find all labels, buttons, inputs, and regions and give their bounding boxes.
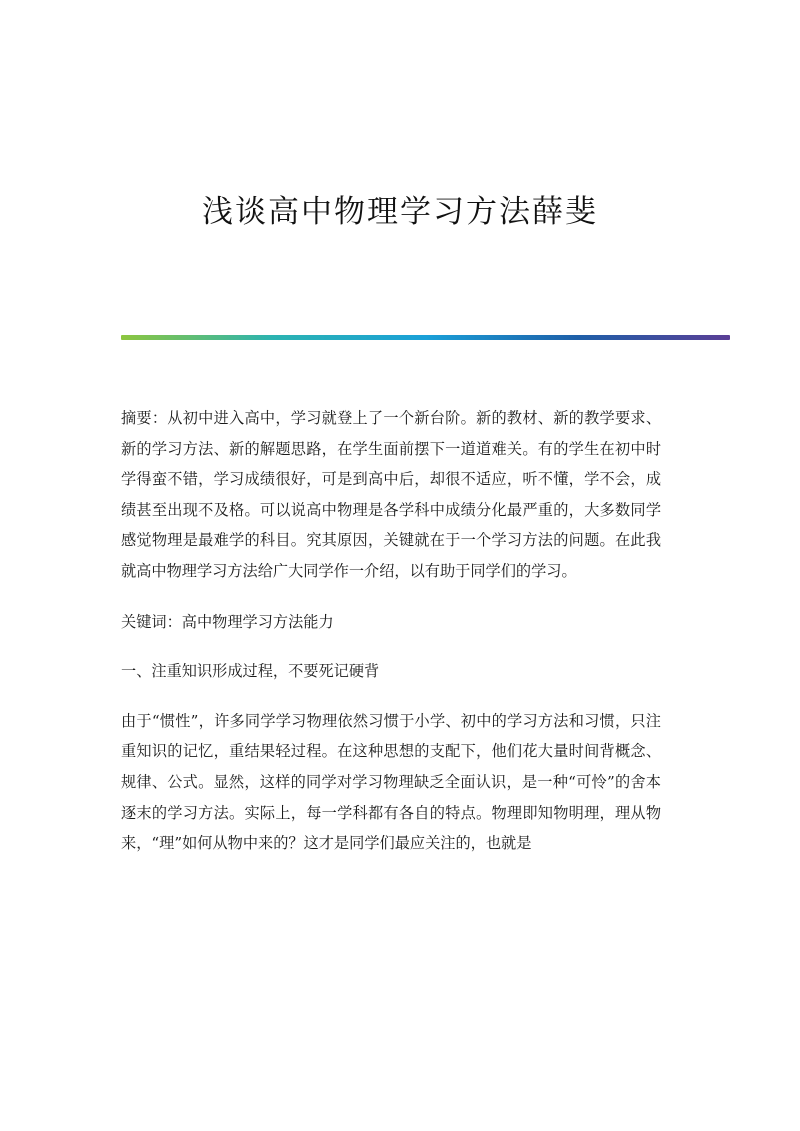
document-title: 浅谈高中物理学习方法薛斐 (202, 194, 598, 230)
keywords-line: 关键词：高中物理学习方法能力 (121, 612, 334, 631)
title-divider (121, 335, 730, 340)
abstract-paragraph: 摘要：从初中进入高中，学习就登上了一个新台阶。新的教材、新的教学要求、新的学习方法、新的解题思路，在学生面前摆下一道道难关。有的学生在初中时学得蛮不错，学习成绩很好，可是到高中后，却很不适应，听不懂，学不会，成绩甚至出现不及格。可以说高中物理是各学科中成绩分化最严重的，大多数同学感觉物理是最难学的科目。究其原因，关键就在于一个学习方法的问题。在此我就高中物理学习方法给广大同学作一介绍，以有助于同学们的学习。 (121, 409, 661, 580)
body-paragraph: 由于“惯性”，许多同学学习物理依然习惯于小学、初中的学习方法和习惯，只注重知识的记忆，重结果轻过程。在这种思想的支配下，他们花大量时间背概念、规律、公式。显然，这样的同学对学习物理缺乏全面认识，是一种“可怜”的舍本逐末的学习方法。实际上，每一学科都有各自的特点。物理即知物明理，理从物来，“理”如何从物中来的？这才是同学们最应关注的，也就是 (121, 711, 661, 853)
section-heading: 一、注重知识形成过程，不要死记硬背 (121, 662, 380, 681)
document-body (121, 403, 661, 878)
